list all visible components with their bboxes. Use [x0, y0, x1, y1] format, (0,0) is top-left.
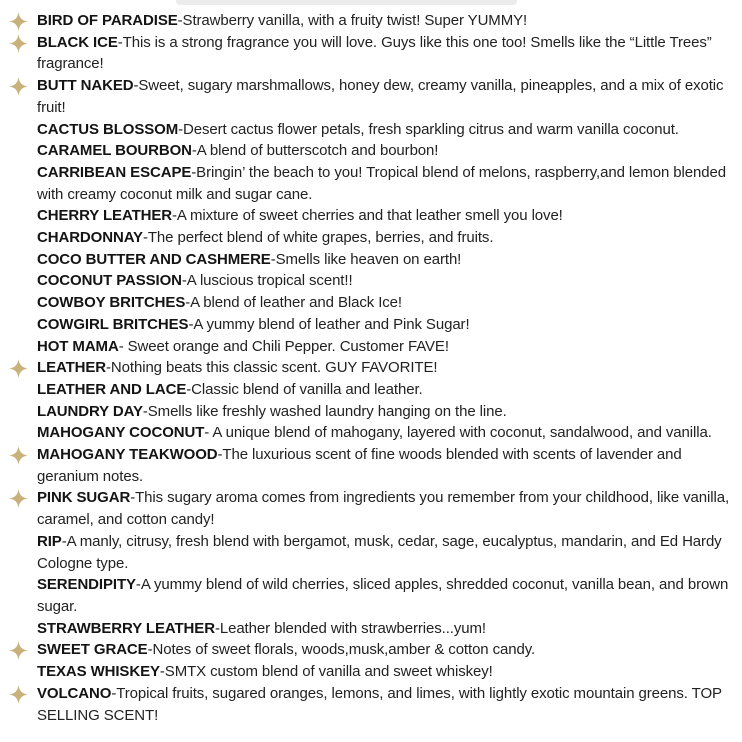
- scent-name: LAUNDRY DAY: [37, 402, 143, 420]
- scent-name: COCO BUTTER AND CASHMERE: [37, 250, 271, 268]
- list-item: [0, 357, 734, 379]
- sparkle-icon: [9, 359, 28, 378]
- sparkle-icon: [9, 641, 28, 660]
- scent-name: LEATHER AND LACE: [37, 380, 187, 398]
- sparkle-icon: [9, 34, 28, 53]
- scent-name: HOT MAMA: [37, 337, 119, 355]
- scent-description: -This is a strong fragrance you will love. Guys like this one too! Smells like the “Little Trees” fragrance!: [37, 33, 712, 73]
- list-item: [0, 639, 734, 661]
- sparkle-icon: [9, 12, 28, 31]
- scent-description: -A manly, citrusy, fresh blend with bergamot, musk, cedar, sage, eucalyptus, mandarin, and Ed Hardy Cologne type.: [37, 532, 722, 572]
- list-item: [0, 531, 734, 574]
- scent-description: -A blend of butterscotch and bourbon!: [191, 142, 439, 160]
- scent-name: CHARDONNAY: [37, 229, 143, 247]
- scent-name: STRAWBERRY LEATHER: [37, 619, 215, 637]
- list-item: [0, 401, 734, 423]
- list-item: [0, 379, 734, 401]
- list-item: [0, 75, 734, 118]
- scent-name: SWEET GRACE: [37, 641, 148, 659]
- scent-name: BUTT NAKED: [37, 77, 134, 95]
- scent-name: MAHOGANY COCONUT: [37, 424, 205, 442]
- scent-description: -Leather blended with strawberries...yum!: [214, 619, 486, 637]
- list-item: [0, 683, 734, 726]
- scent-name: CARRIBEAN ESCAPE: [37, 163, 192, 181]
- list-item: [0, 618, 734, 640]
- list-item: [0, 32, 734, 75]
- list-item: [0, 10, 734, 32]
- list-item: [0, 227, 734, 249]
- scent-description: -Nothing beats this classic scent. GUY FAVORITE!: [106, 359, 438, 377]
- scent-description: -This sugary aroma comes from ingredients you remember from your childhood, like vanilla, caramel, and cotton candy!: [37, 489, 730, 529]
- scent-name: MAHOGANY TEAKWOOD: [37, 446, 218, 464]
- scent-description: -A blend of leather and Black Ice!: [185, 294, 402, 312]
- scent-name: COWGIRL BRITCHES: [37, 315, 189, 333]
- scent-description: -Smells like freshly washed laundry hanging on the line.: [142, 402, 507, 420]
- list-item: [0, 162, 734, 205]
- scent-description: -The perfect blend of white grapes, berries, and fruits.: [142, 229, 494, 247]
- list-item: [0, 270, 734, 292]
- scent-name: TEXAS WHISKEY: [37, 663, 160, 681]
- scent-name: SERENDIPITY: [37, 576, 136, 594]
- scent-description: -SMTX custom blend of vanilla and sweet whiskey!: [159, 663, 493, 681]
- scent-name: BLACK ICE: [37, 33, 118, 51]
- scent-name: COWBOY BRITCHES: [37, 294, 186, 312]
- scent-description: - Sweet orange and Chili Pepper. Customer FAVE!: [118, 337, 449, 355]
- list-item: [0, 314, 734, 336]
- list-item: [0, 249, 734, 271]
- scent-name: CHERRY LEATHER: [37, 207, 172, 225]
- scent-description: -Bringin’ the beach to you! Tropical blend of melons, raspberry,and lemon blended with creamy coconut milk and sugar cane.: [37, 163, 726, 203]
- list-item: [0, 487, 734, 530]
- sparkle-icon: [9, 77, 28, 96]
- scent-description: - A unique blend of mahogany, layered with coconut, sandalwood, and vanilla.: [204, 424, 712, 442]
- scent-description: -The luxurious scent of fine woods blended with scents of lavender and geranium notes.: [37, 446, 682, 485]
- sparkle-icon: [9, 489, 28, 508]
- scent-name: COCONUT PASSION: [37, 272, 182, 290]
- scent-description: -Notes of sweet florals, woods,musk,amber & cotton candy.: [147, 641, 536, 659]
- scent-name: RIP: [37, 532, 62, 550]
- scent-description: -Tropical fruits, sugared oranges, lemons, and limes, with lightly exotic mountain greens. TOP SELLING SCENT!: [37, 684, 722, 724]
- list-item: [0, 574, 734, 617]
- list-item: [0, 661, 734, 683]
- scent-name: BIRD OF PARADISE: [37, 12, 178, 29]
- scent-description: -Desert cactus flower petals, fresh sparkling citrus and warm vanilla coconut.: [178, 120, 679, 138]
- cropped-header-remnant: [176, 0, 517, 5]
- list-item: [0, 336, 734, 358]
- sparkle-icon: [9, 446, 28, 465]
- scent-description: -Sweet, sugary marshmallows, honey dew, creamy vanilla, pineapples, and a mix of exotic fruit!: [37, 77, 724, 116]
- scent-name: PINK SUGAR: [37, 489, 131, 507]
- sparkle-icon: [9, 685, 28, 704]
- scent-name: CACTUS BLOSSOM: [37, 120, 179, 138]
- list-item: [0, 422, 734, 444]
- list-item: [0, 140, 734, 162]
- list-item: [0, 205, 734, 227]
- list-item: [0, 292, 734, 314]
- scent-description: -A luscious tropical scent!!: [181, 272, 353, 290]
- scent-description: -Smells like heaven on earth!: [270, 250, 462, 268]
- scent-name: CARAMEL BOURBON: [37, 142, 192, 160]
- scent-description: -Classic blend of vanilla and leather.: [186, 380, 423, 398]
- list-item: [0, 119, 734, 141]
- scent-description: -A yummy blend of wild cherries, sliced apples, shredded coconut, vanilla bean, and brown sugar.: [37, 576, 729, 615]
- scent-description: -Strawberry vanilla, with a fruity twist! Super YUMMY!: [177, 12, 528, 29]
- scent-description: -A yummy blend of leather and Pink Sugar!: [188, 315, 470, 333]
- scent-description: -A mixture of sweet cherries and that leather smell you love!: [172, 207, 563, 225]
- scent-name: LEATHER: [37, 359, 107, 377]
- list-item: [0, 444, 734, 487]
- scent-name: VOLCANO: [37, 684, 112, 702]
